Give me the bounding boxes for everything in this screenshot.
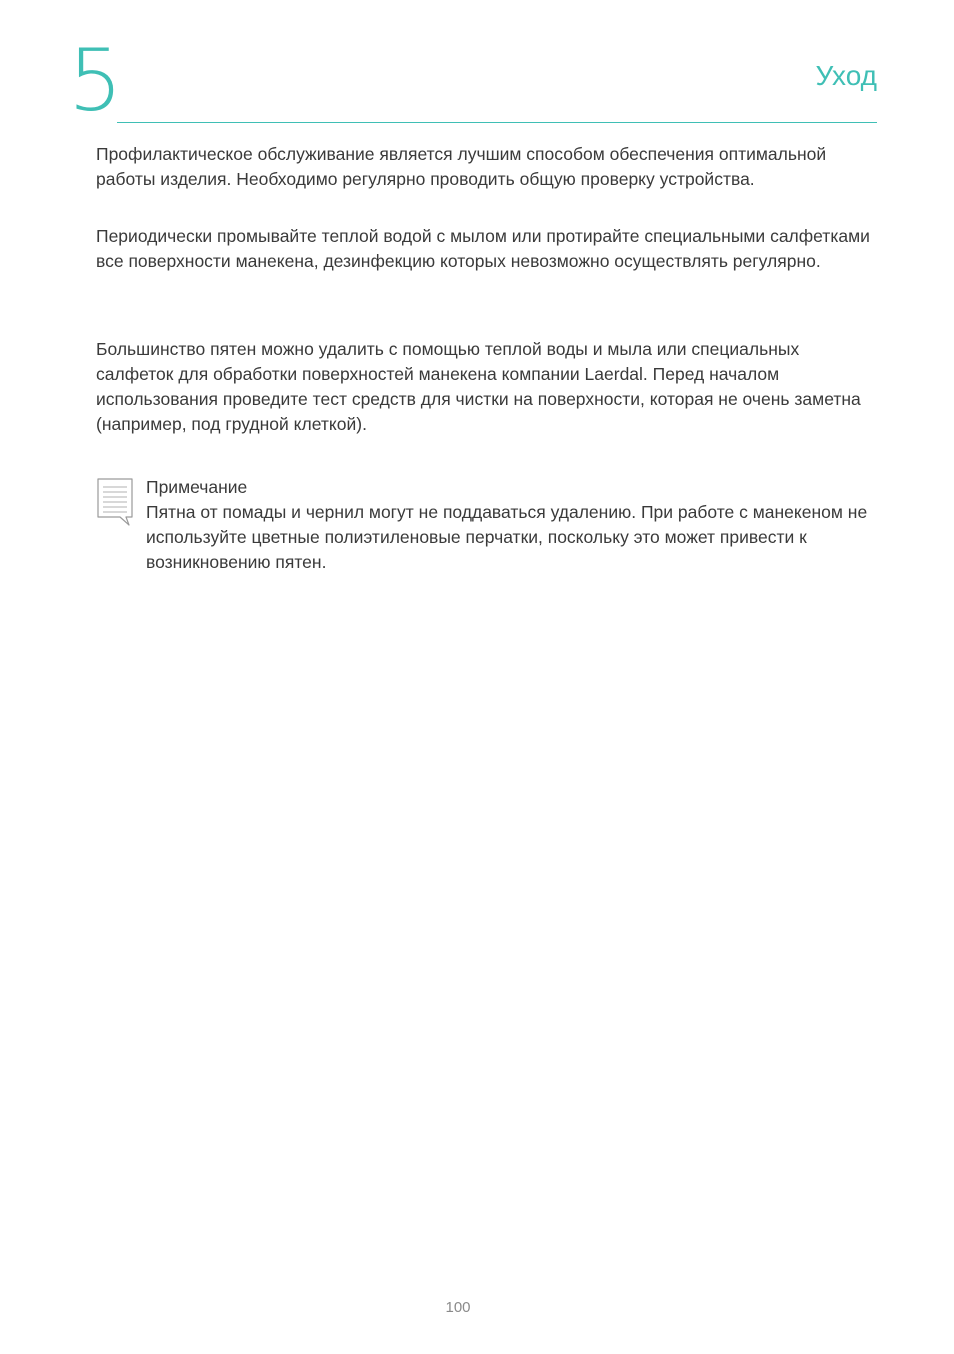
paragraph-maintenance: Профилактическое обслуживание является лучшим способом обеспечения оптимальной работы изделия. Необходимо регулярно проводить общую проверку устройства. <box>96 144 827 189</box>
paragraph-stains: Большинство пятен можно удалить с помощью теплой воды и мыла или специальных салфеток для обработки поверхностей манекена компании Laerdal. Перед началом использования проведите тест средств для чистки на поверхности, которая не очень заметна (например, под грудной клеткой). <box>96 339 861 434</box>
page-number: 100 <box>445 1299 471 1316</box>
note-icon <box>96 477 134 527</box>
chapter-number: 5 <box>68 31 123 131</box>
header-rule <box>117 122 877 123</box>
chapter-title: Уход <box>815 60 877 91</box>
note-block <box>146 475 876 575</box>
paragraph-washing: Периодически промывайте теплой водой с мылом или протирайте специальными салфетками все поверхности манекена, дезинфекцию которых невозможно осуществлять регулярно. <box>96 226 870 271</box>
note-body: Пятна от помады и чернил могут не поддаваться удалению. При работе с манекеном не используйте цветные полиэтиленовые перчатки, поскольку это может привести к возникновению пятен. <box>146 502 868 572</box>
note-title: Примечание <box>146 477 248 497</box>
